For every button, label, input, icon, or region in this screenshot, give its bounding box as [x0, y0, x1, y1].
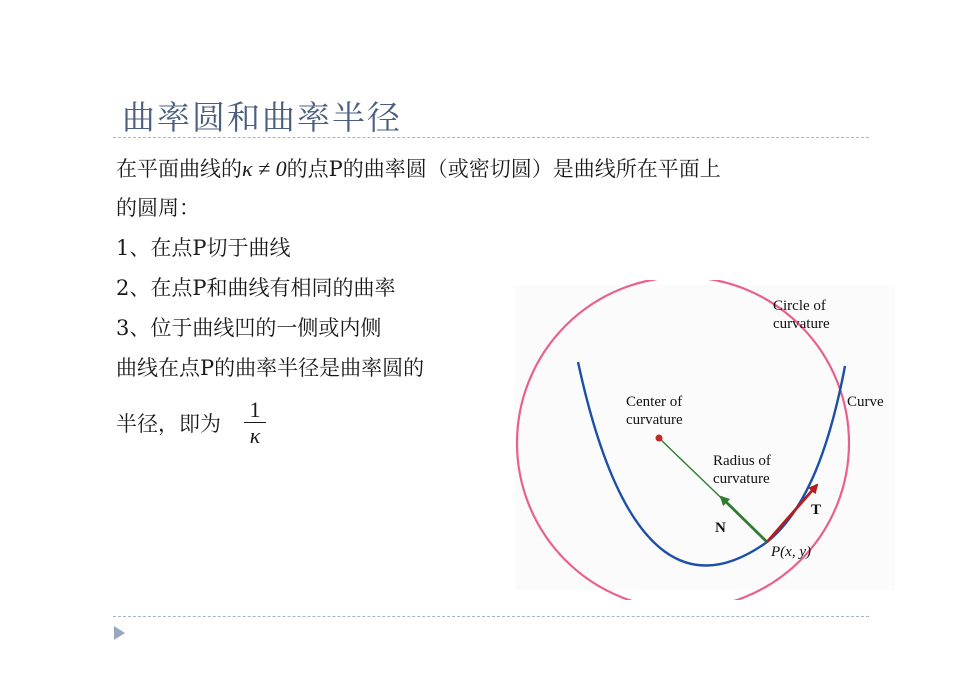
fraction-numerator: 1 [244, 398, 266, 423]
title-divider [113, 137, 869, 138]
center-label-line-1: Center of [626, 394, 683, 410]
radius-definition-line: 曲线在点P的曲率半径是曲率圆的 [116, 356, 425, 380]
circle-label-line-1: Circle of [773, 298, 826, 314]
point-label: P(x, y) [771, 544, 811, 560]
condition-item-2: 2、在点P和曲线有相同的曲率 [116, 276, 396, 300]
condition-item-3: 3、位于曲线凹的一侧或内侧 [116, 316, 382, 340]
slide-title: 曲率圆和曲率半径 [122, 98, 402, 137]
center-label-line-2: curvature [626, 412, 683, 428]
radius-label-line-2: curvature [713, 471, 770, 487]
normal-label: N [715, 520, 726, 536]
definition-text-a: 在平面曲线的 [116, 157, 242, 181]
radius-label-line-1: Radius of [713, 453, 771, 469]
definition-line-2: 的圆周： [116, 196, 200, 220]
radius-formula-line: 半径，即为 [116, 412, 221, 436]
center-dot [656, 435, 663, 442]
kappa-nonzero-math: κ ≠ 0 [242, 156, 287, 181]
condition-item-1: 1、在点P切于曲线 [116, 236, 291, 260]
curvature-figure [505, 280, 905, 600]
slide-nav-arrow-icon[interactable] [114, 626, 125, 640]
definition-line-1 [116, 155, 721, 183]
curve-label: Curve [847, 394, 884, 410]
circle-label-line-2: curvature [773, 316, 830, 332]
figure-background [515, 285, 895, 590]
reciprocal-kappa-fraction [244, 398, 266, 449]
tangent-label: T [811, 502, 822, 518]
definition-text-b: 的点P的曲率圆（或密切圆）是曲线所在平面上 [286, 157, 721, 181]
footer-divider [113, 616, 869, 617]
fraction-denominator: κ [249, 423, 261, 448]
